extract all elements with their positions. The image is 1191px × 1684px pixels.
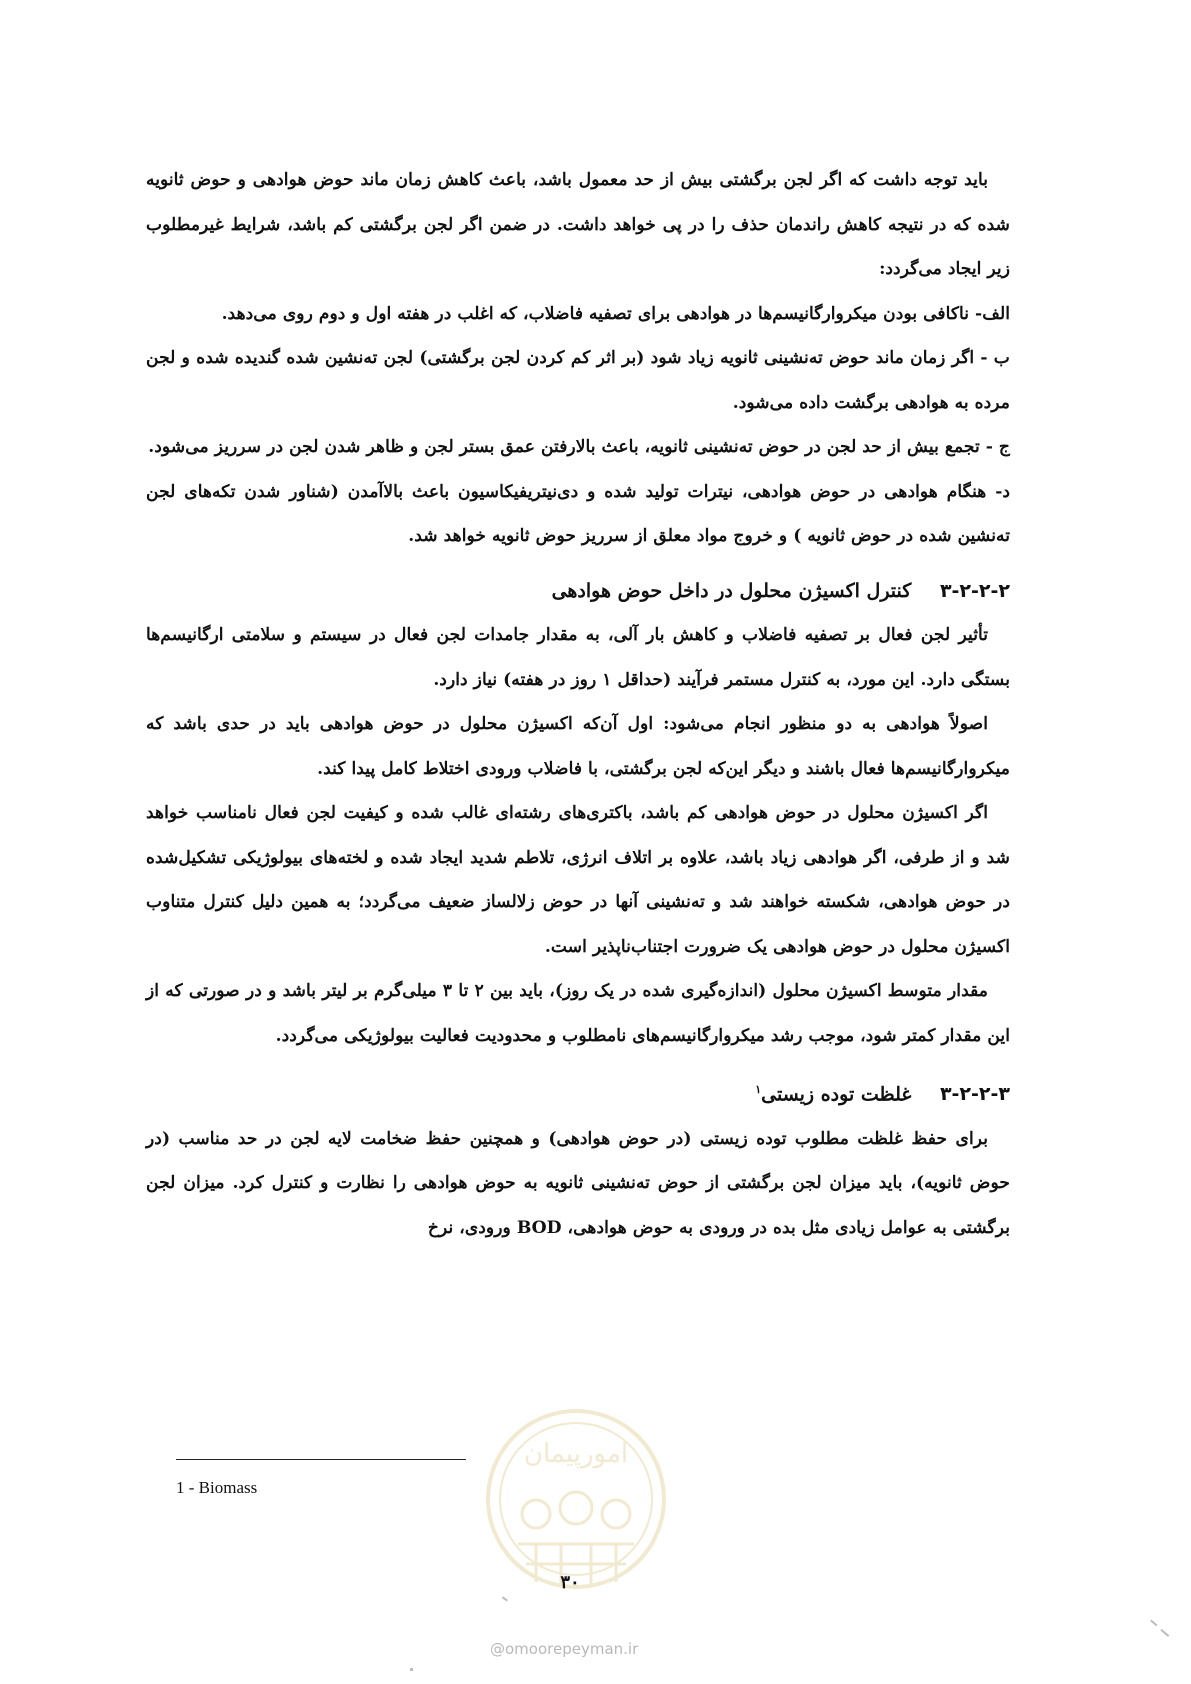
paragraph: اصولاً هوادهی به دو منظور انجام می‌شود: اول آن‌که اکسیژن محلول در حوض هوادهی باید در حدی باشد که میکروارگانیسم‌ها فعال باشند و دیگر این‌که لجن برگشتی، با فاضلاب ورودی اختلاط کامل پیدا کند.	[146, 714, 1010, 779]
section-heading-biomass	[146, 1068, 1010, 1117]
paragraph-intro: باید توجه داشت که اگر لجن برگشتی بیش از حد معمول باشد، باعث کاهش زمان ماند حوض هوادهی و حوض ثانویه شده که در نتیجه کاهش راندمان حذف را در پی خواهد داشت. در ضمن اگر لجن برگشتی کم باشد، شرایط غیرمطلوب زیر ایجاد می‌گردد:	[146, 170, 1010, 279]
list-item-dal: د- هنگام هوادهی در حوض هوادهی، نیترات تولید شده و دی‌نیتریفیکاسیون باعث بالاآمدن (شناور شدن تکه‌های لجن ته‌نشین شده در حوض ثانویه ) و خروج مواد معلق از سرریز حوض ثانویه خواهد شد.	[146, 481, 1010, 546]
scan-speck	[410, 1668, 413, 1671]
scan-speck	[1161, 1629, 1170, 1637]
page-number: ۳۰	[560, 1572, 580, 1593]
body-text	[146, 158, 1010, 1250]
footnote: 1 - Biomass	[176, 1478, 258, 1497]
footnote-ref: ۱	[755, 1083, 762, 1096]
section-number: ۳-۲-۲-۳	[939, 1083, 1010, 1106]
paragraph: برای حفظ غلظت مطلوب توده زیستی (در حوض هوادهی) و همچنین حفظ ضخامت لایه لجن در حد مناسب (در حوض ثانویه)، باید میزان لجن برگشتی از حوض ته‌نشینی ثانویه به حوض هوادهی را نظارت و کنترل کرد. میزان لجن برگشتی به عوامل زیادی مثل بده در ورودی به حوض هوادهی، BOD ورودی، نرخ	[146, 1128, 1010, 1238]
watermark-site-text: @omoorepeyman.ir	[490, 1640, 639, 1658]
section-heading-oxygen	[146, 569, 1010, 614]
scan-speck	[1150, 1620, 1157, 1626]
list-item-be: ب - اگر زمان ماند حوض ته‌نشینی ثانویه زیاد شود (بر اثر کم کردن لجن برگشتی) لجن ته‌نشین شده گندیده شده و لجن مرده به هوادهی برگشت داده می‌شود.	[146, 348, 1010, 413]
paragraph: اگر اکسیژن محلول در حوض هوادهی کم باشد، باکتری‌های رشته‌ای غالب شده و کیفیت لجن فعال نامناسب خواهد شد و از طرفی، اگر هوادهی زیاد باشد، علاوه بر اتلاف انرژی، تلاطم شدید ایجاد شده و لخته‌های بیولوژیکی تشکیل‌شده در حوض هوادهی، شکسته خواهند شد و ته‌نشینی آنها در حوض زلالساز ضعیف می‌گردد؛ به همین دلیل کنترل متناوب اکسیژن محلول در حوض هوادهی یک ضرورت اجتناب‌ناپذیر است.	[146, 803, 1010, 957]
paragraph: مقدار متوسط اکسیژن محلول (اندازه‌گیری شده در یک روز)، باید بین ۲ تا ۳ میلی‌گرم بر لیتر باشد و در صورتی که از این مقدار کمتر شود، موجب رشد میکروارگانیسم‌های نامطلوب و محدودیت فعالیت بیولوژیکی می‌گردد.	[146, 981, 1010, 1046]
section-number: ۳-۲-۲-۲	[939, 579, 1010, 602]
watermark-logo-text: امورپیمان	[523, 1439, 629, 1469]
section-title: کنترل اکسیژن محلول در داخل حوض هوادهی	[551, 579, 912, 602]
section-title: غلظت توده زیستی	[761, 1083, 912, 1106]
paragraph: تأثیر لجن فعال بر تصفیه فاضلاب و کاهش بار آلی، به مقدار جامدات لجن فعال در سیستم و سلامتی ارگانیسم‌ها بستگی دارد. این مورد، به کنترل مستمر فرآیند (حداقل ۱ روز در هفته) نیاز دارد.	[146, 625, 1010, 690]
list-item-jim: ج - تجمع بیش از حد لجن در حوض ته‌نشینی ثانویه، باعث بالارفتن عمق بستر لجن و ظاهر شدن لجن در سرریز می‌شود.	[148, 437, 1010, 457]
list-item-alef: الف- ناکافی بودن میکروارگانیسم‌ها در هوادهی برای تصفیه فاضلاب، که اغلب در هفته اول و دوم روی می‌دهد.	[221, 303, 1010, 324]
footnote-divider	[176, 1459, 466, 1460]
